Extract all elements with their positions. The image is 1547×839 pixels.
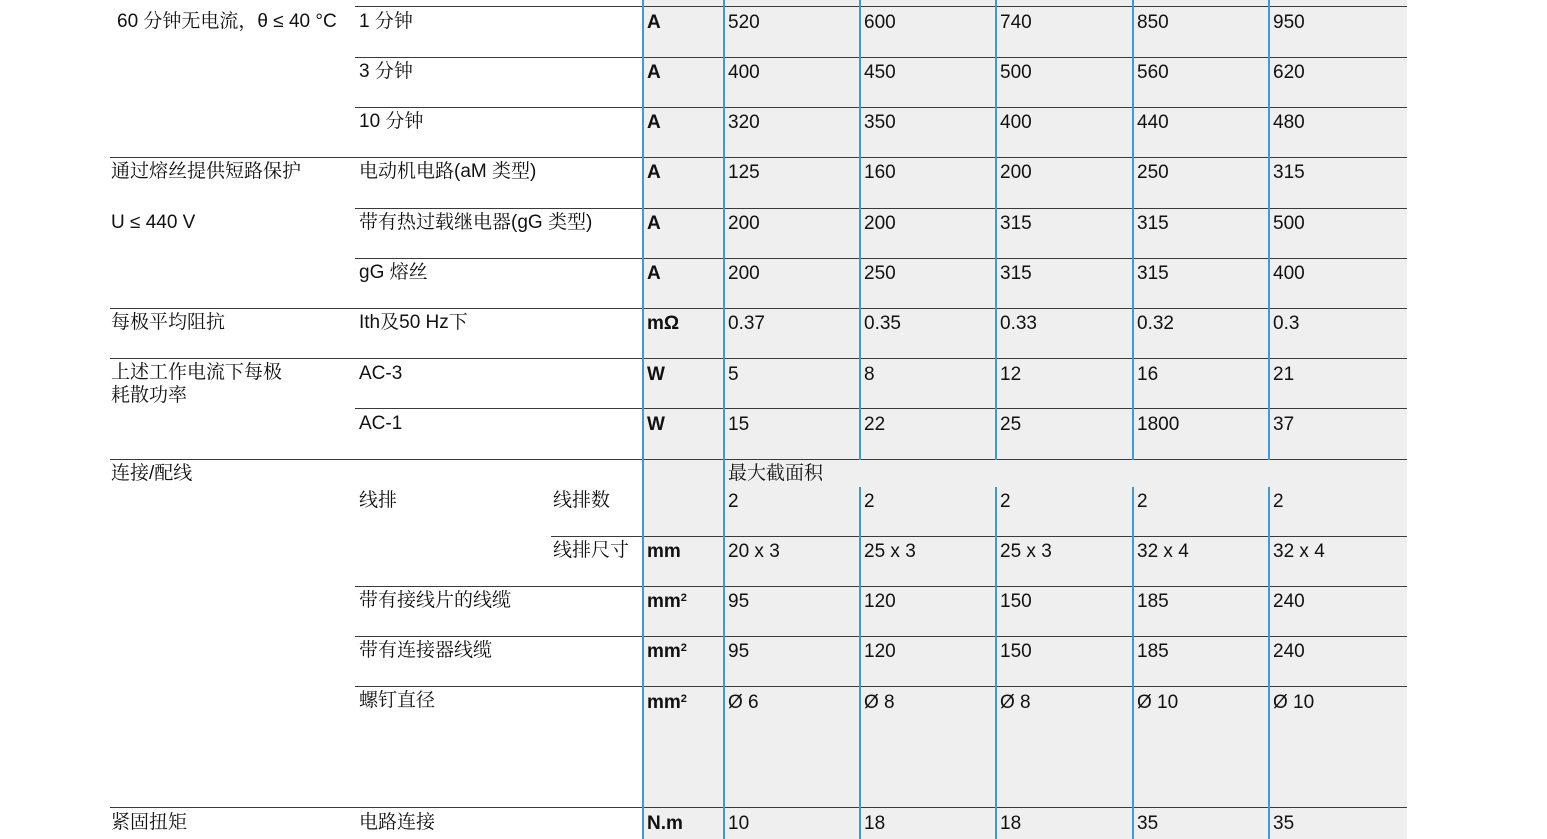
value-cell: 440 (1137, 112, 1169, 133)
unit-cell: W (647, 414, 665, 435)
value-cell: Ø 10 (1273, 692, 1315, 713)
value-cell: 0.37 (728, 313, 765, 334)
value-cell: 32 x 4 (1273, 541, 1325, 562)
row-description: 带有热过载继电器(gG 类型) (359, 212, 593, 233)
value-cell: Ø 6 (728, 692, 759, 713)
value-cell: 120 (864, 591, 896, 612)
value-cell: 35 (1137, 813, 1159, 834)
value-cell: 500 (1273, 213, 1305, 234)
value-cell: 240 (1273, 591, 1305, 612)
value-cell: 8 (864, 364, 875, 385)
value-cell: 15 (728, 414, 750, 435)
row-subdescription: 线排数 (553, 490, 611, 511)
unit-cell: A (647, 12, 661, 33)
value-cell: 315 (1137, 213, 1169, 234)
row-description: 电路连接 (359, 812, 436, 833)
value-cell: 150 (1000, 641, 1032, 662)
unit-cell: $mm^2$ (647, 641, 687, 662)
value-cell: 240 (1273, 641, 1305, 662)
value-cell: 10 (728, 813, 750, 834)
value-cell: 480 (1273, 112, 1305, 133)
value-cell: 400 (1000, 112, 1032, 133)
section-label: 每极平均阻抗 (111, 312, 226, 333)
unit-cell: A (647, 263, 661, 284)
value-cell: 20 x 3 (728, 541, 780, 562)
value-cell: 0.32 (1137, 313, 1174, 334)
column-divider (995, 0, 997, 460)
row-description: 3 分钟 (359, 61, 413, 82)
value-cell: Ø 10 (1137, 692, 1179, 713)
row-rule (110, 358, 1407, 359)
value-cell: 12 (1000, 364, 1022, 385)
value-cell: 950 (1273, 12, 1305, 33)
row-rule (355, 408, 1407, 409)
value-cell: 2 (864, 491, 875, 512)
value-cell: 95 (728, 641, 750, 662)
value-cell: 160 (864, 162, 896, 183)
row-description: 1 分钟 (359, 11, 413, 32)
value-cell: Ø 8 (1000, 692, 1031, 713)
unit-cell: A (647, 213, 661, 234)
row-rule (355, 258, 1407, 259)
value-cell: 315 (1000, 213, 1032, 234)
value-cell: 25 x 3 (1000, 541, 1052, 562)
value-cell: 250 (1137, 162, 1169, 183)
row-rule (110, 308, 1407, 309)
value-cell: 2 (1273, 491, 1284, 512)
row-rule (355, 57, 1407, 58)
value-cell: 22 (864, 414, 886, 435)
value-cell: 150 (1000, 591, 1032, 612)
value-cell: 520 (728, 12, 760, 33)
value-cell: 500 (1000, 62, 1032, 83)
row-rule (355, 686, 1407, 687)
value-cell: 37 (1273, 414, 1295, 435)
value-cell: 620 (1273, 62, 1305, 83)
row-rule (110, 459, 1407, 460)
unit-cell: $mm^2$ (647, 591, 687, 612)
row-rule (551, 536, 1407, 537)
row-description: 线排 (359, 490, 398, 511)
value-cell: 185 (1137, 641, 1169, 662)
row-description: gG 熔丝 (359, 262, 428, 283)
value-cell: Ø 8 (864, 692, 895, 713)
value-cell: 200 (864, 213, 896, 234)
column-divider (1268, 487, 1270, 839)
value-cell: 450 (864, 62, 896, 83)
value-cell: 120 (864, 641, 896, 662)
value-cell: 600 (864, 12, 896, 33)
column-divider (723, 0, 725, 839)
column-divider (1132, 0, 1134, 460)
value-cell: 185 (1137, 591, 1169, 612)
row-description: 10 分钟 (359, 111, 424, 132)
value-cell: 740 (1000, 12, 1032, 33)
value-cell: 400 (1273, 263, 1305, 284)
max-cross-section-note: 最大截面积 (728, 463, 824, 484)
value-cell: 18 (864, 813, 886, 834)
value-cell: 125 (728, 162, 760, 183)
value-cell: 2 (728, 491, 739, 512)
column-divider (995, 487, 997, 839)
section-label: U ≤ 440 V (111, 212, 196, 233)
row-description: AC-1 (359, 413, 403, 434)
row-rule (355, 107, 1407, 108)
section-label: 60 分钟无电流，θ ≤ 40 °C (117, 11, 337, 32)
column-divider (1268, 0, 1270, 460)
value-cell: 400 (728, 62, 760, 83)
value-cell: 2 (1137, 491, 1148, 512)
row-description: 带有连接器线缆 (359, 640, 493, 661)
unit-cell: N.m (647, 813, 683, 834)
value-cell: 18 (1000, 813, 1022, 834)
unit-cell: $mm^2$ (647, 692, 687, 713)
value-cell: 21 (1273, 364, 1295, 385)
row-description: 带有接线片的线缆 (359, 590, 512, 611)
value-cell: 95 (728, 591, 750, 612)
value-cell: 200 (728, 213, 760, 234)
unit-cell: A (647, 62, 661, 83)
value-cell: 5 (728, 364, 739, 385)
row-rule (355, 208, 1407, 209)
row-rule (110, 157, 1407, 158)
value-cell: 16 (1137, 364, 1159, 385)
unit-cell: W (647, 364, 665, 385)
section-label: 耗散功率 (111, 385, 188, 406)
column-divider (859, 487, 861, 839)
column-divider (642, 0, 644, 839)
row-rule (355, 586, 1407, 587)
value-cell: 200 (1000, 162, 1032, 183)
section-label: 紧固扭矩 (111, 812, 188, 833)
value-cell: 200 (728, 263, 760, 284)
column-divider (1132, 487, 1134, 839)
row-description: 电动机电路(aM 类型) (359, 161, 537, 182)
section-label: 连接/配线 (111, 463, 193, 484)
row-description: 螺钉直径 (359, 690, 436, 711)
row-subdescription: 线排尺寸 (553, 540, 630, 561)
value-cell: 1800 (1137, 414, 1180, 435)
value-cell: 320 (728, 112, 760, 133)
value-cell: 25 x 3 (864, 541, 916, 562)
value-cell: 0.3 (1273, 313, 1300, 334)
section-label: 上述工作电流下每极 (111, 362, 283, 383)
value-cell: 32 x 4 (1137, 541, 1189, 562)
value-cell: 25 (1000, 414, 1022, 435)
value-cell: 560 (1137, 62, 1169, 83)
value-cell: 315 (1000, 263, 1032, 284)
row-rule (355, 636, 1407, 637)
value-cell: 350 (864, 112, 896, 133)
unit-cell: mΩ (647, 313, 680, 334)
value-cell: 250 (864, 263, 896, 284)
row-description: AC-3 (359, 363, 403, 384)
unit-cell: A (647, 112, 661, 133)
value-cell: 850 (1137, 12, 1169, 33)
value-cell: 2 (1000, 491, 1011, 512)
row-rule (110, 807, 1407, 808)
section-label: 通过熔丝提供短路保护 (111, 161, 302, 182)
value-cell: 315 (1137, 263, 1169, 284)
value-cell: 0.35 (864, 313, 901, 334)
column-divider (859, 0, 861, 460)
value-cell: 315 (1273, 162, 1305, 183)
value-cell: 0.33 (1000, 313, 1037, 334)
row-description: Ith及50 Hz下 (359, 312, 468, 333)
row-rule (355, 6, 1407, 7)
unit-cell: mm (647, 541, 681, 562)
unit-cell: A (647, 162, 661, 183)
value-cell: 35 (1273, 813, 1295, 834)
